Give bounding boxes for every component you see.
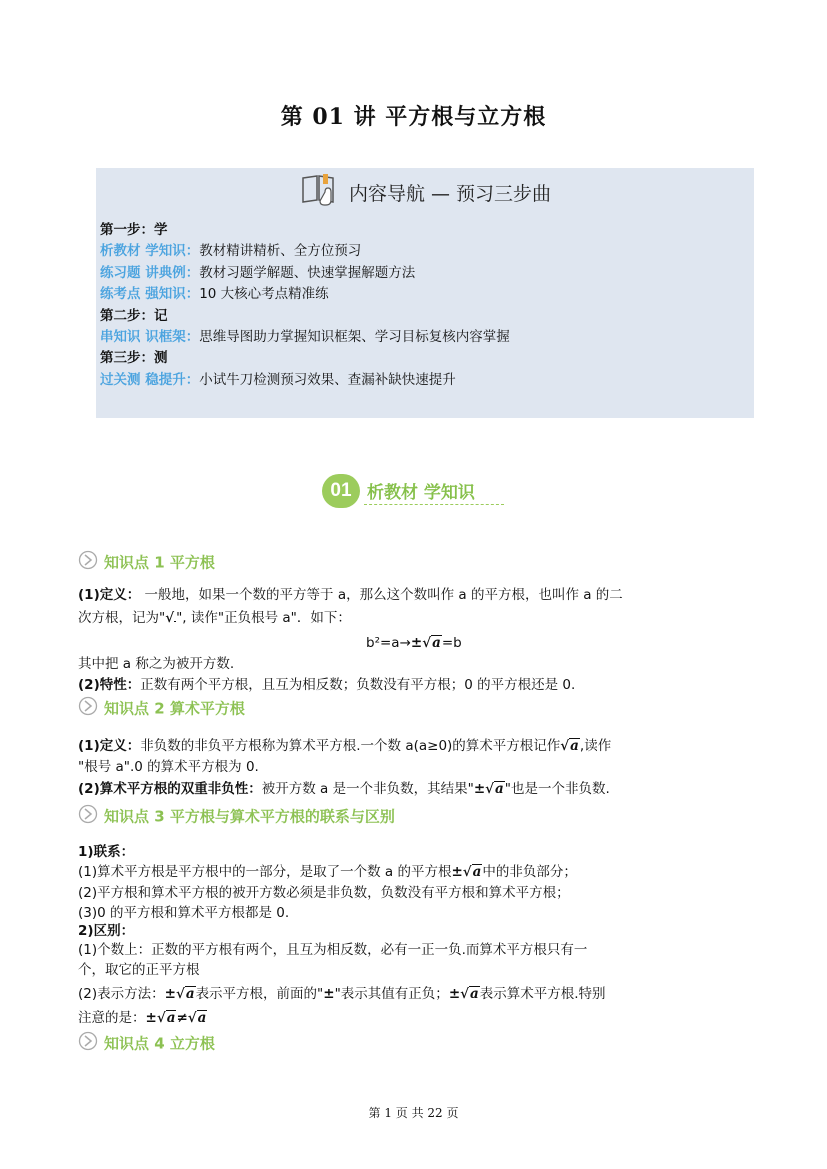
kp3-difference-3: 注意的是：±√a≠√a (78, 1010, 207, 1026)
kp3-title: 知识点 3 平方根与算术平方根的联系与区别 (104, 807, 395, 826)
kp2-title: 知识点 2 算术平方根 (104, 699, 245, 718)
nav-step-2: 第二步：记 (100, 307, 168, 324)
nav-line (100, 327, 510, 348)
nav-heading (96, 172, 754, 213)
nav-line-text: 小试牛刀检测预习效果、查漏补缺快速提升 (199, 371, 456, 388)
kp2-definition-cont: "根号 a".0 的算术平方根为 0. (78, 759, 259, 775)
nav-line-highlight: 练考点 强知识： (100, 286, 200, 303)
page-footer: 第 1 页 共 22 页 (368, 1106, 459, 1120)
kp3-difference-label: 2)区别： (78, 923, 135, 939)
nav-line-text: 10 大核心考点精准练 (199, 286, 329, 303)
book-icon (299, 172, 339, 213)
nav-line-highlight: 串知识 识框架： (100, 329, 200, 346)
kp1-property: (2)特性：正数有两个平方根，且互为相反数；负数没有平方根；0 的平方根还是 0. (78, 677, 576, 693)
kp2-heading (78, 696, 245, 720)
kp1-definition-cont: 次方根，记为"√ ", 读作"正负根号 a"．如下： (78, 610, 351, 626)
content-navigation-box (96, 168, 754, 418)
kp3-relation-label: 1)联系： (78, 844, 135, 860)
nav-line-highlight: 过关测 稳提升： (100, 371, 200, 388)
kp1-heading (78, 550, 215, 574)
nav-line (100, 370, 510, 391)
kp1-line3: 其中把 a 称之为被开方数. (78, 656, 235, 672)
nav-line-text: 教材习题学解题、快速掌握解题方法 (199, 264, 416, 281)
kp1-title: 知识点 1 平方根 (104, 553, 215, 572)
kp2-double-nonneg: (2)算术平方根的双重非负性：被开方数 a 是一个非负数，其结果"±√a"也是一个非负数. (78, 781, 610, 797)
section-label: 析教材 学知识 (367, 483, 475, 503)
nav-line (100, 263, 510, 284)
nav-step-1: 第一步：学 (100, 222, 168, 238)
kp1-definition: (1)定义： 一般地，如果一个数的平方等于 a，那么这个数叫作 a 的平方根，也叫作 a 的二 (78, 587, 623, 603)
arrow-circle-icon (78, 1031, 98, 1055)
arrow-circle-icon (78, 550, 98, 574)
kp3-difference-1: (1)个数上：正数的平方根有两个，且互为相反数，必有一正一负.而算术平方根只有一 (78, 942, 588, 958)
nav-line-highlight: 练习题 讲典例： (100, 264, 200, 281)
nav-line-text: 思维导图助力掌握知识框架、学习目标复核内容掌握 (199, 329, 510, 346)
section-badge (322, 472, 512, 512)
kp3-relation-2: (2)平方根和算术平方根的被开方数必须是非负数，负数没有平方根和算术平方根； (78, 885, 570, 901)
section-number: 01 (322, 474, 360, 508)
nav-line (100, 284, 510, 305)
nav-line (100, 241, 510, 262)
kp4-title: 知识点 4 立方根 (104, 1034, 215, 1053)
kp1-formula: b²=a→±√a=b (366, 635, 462, 651)
arrow-circle-icon (78, 696, 98, 720)
arrow-circle-icon (78, 804, 98, 828)
kp3-heading (78, 804, 395, 828)
nav-line-highlight: 析教材 学知识： (100, 243, 200, 260)
kp2-definition: (1)定义：非负数的非负平方根称为算术平方根.一个数 a(a≥0)的算术平方根记作√a,读作 (78, 738, 612, 754)
kp3-relation-3: (3)0 的平方根和算术平方根都是 0. (78, 905, 290, 921)
kp3-difference-2: (2)表示方法：±√a表示平方根，前面的"±"表示其值有正负；±√a表示算术平方根.特别 (78, 986, 606, 1002)
kp3-difference-1-cont: 个，取它的正平方根 (78, 962, 200, 978)
nav-step-3: 第三步：测 (100, 350, 168, 367)
section-underline (364, 504, 504, 505)
page-title: 第 01 讲 平方根与立方根 (280, 104, 547, 130)
nav-lines (100, 220, 510, 391)
kp3-relation-1: (1)算术平方根是平方根中的一部分，是取了一个数 a 的平方根±√a中的非负部分； (78, 864, 577, 880)
nav-line-text: 教材精讲精析、全方位预习 (199, 243, 362, 260)
kp4-heading (78, 1031, 215, 1055)
nav-heading-text: 内容导航 — 预习三步曲 (348, 183, 552, 205)
